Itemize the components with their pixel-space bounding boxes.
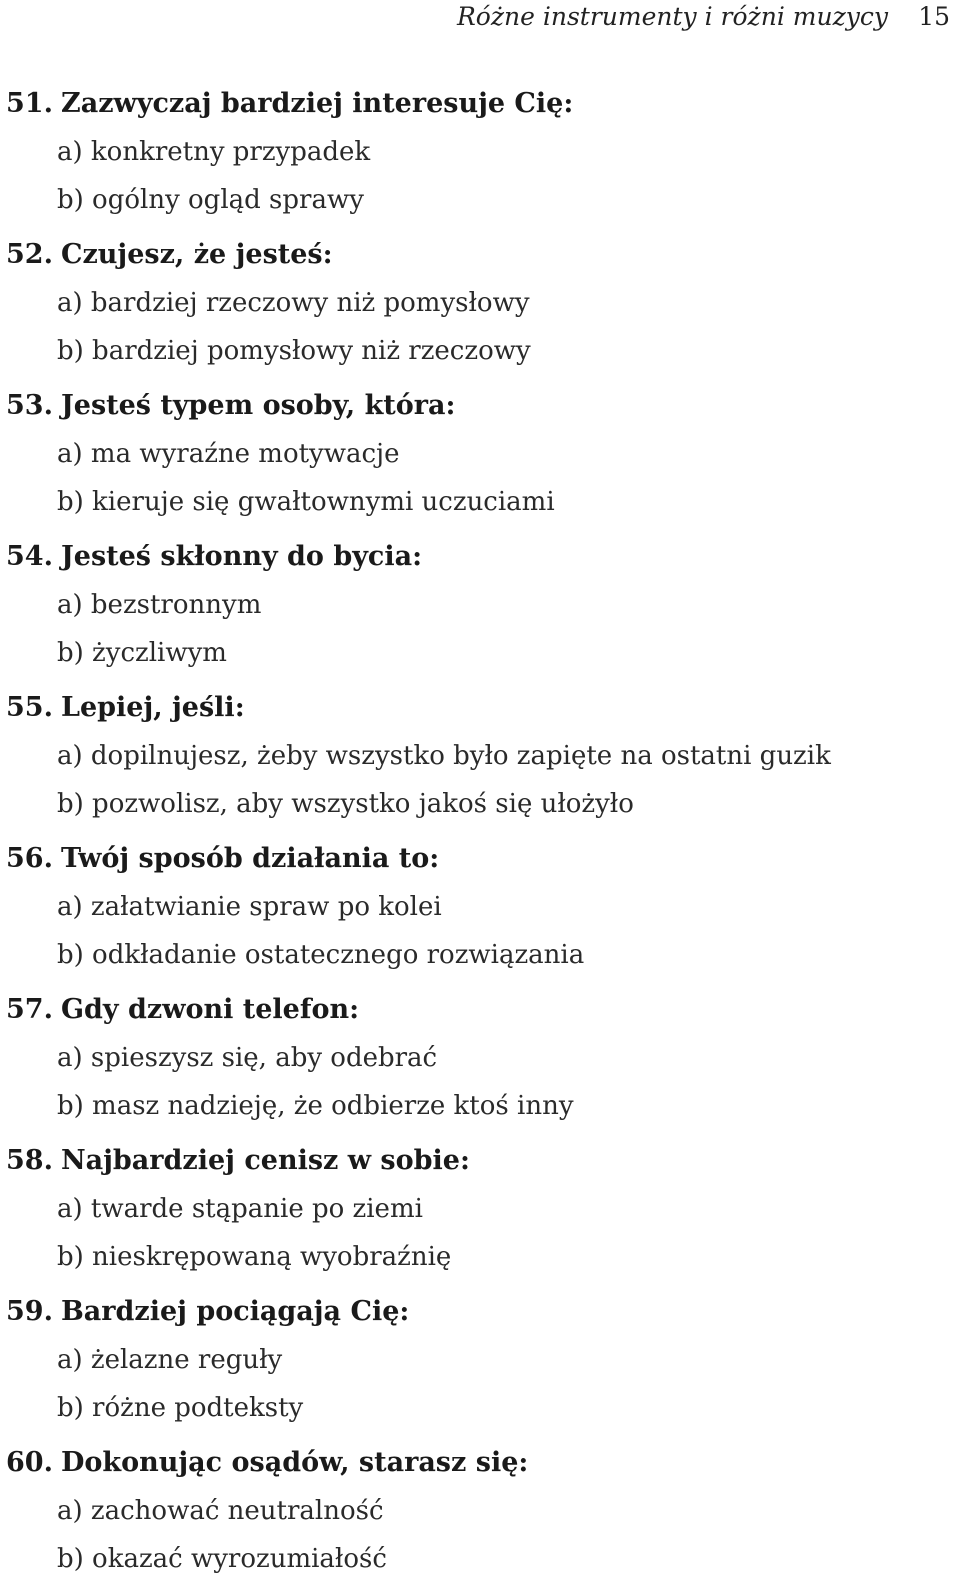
answer-a: a) dopilnujesz, żeby wszystko było zapięte na ostatni guzik	[57, 741, 831, 771]
question-heading	[0, 684, 960, 732]
answer-b: b) życzliwym	[57, 638, 227, 668]
answer-a: a) załatwianie spraw po kolei	[57, 892, 442, 922]
running-title: Różne instrumenty i różni muzycy	[456, 2, 888, 31]
question-56	[0, 835, 960, 986]
question-text: Dokonując osądów, starasz się:	[60, 1447, 529, 1478]
answer-b: b) okazać wyrozumiałość	[57, 1544, 387, 1574]
question-number: 54.	[6, 541, 53, 572]
question-text: Zazwyczaj bardziej interesuje Cię:	[60, 88, 574, 119]
question-57	[0, 986, 960, 1137]
question-heading	[0, 533, 960, 581]
question-58	[0, 1137, 960, 1288]
question-text: Najbardziej cenisz w sobie:	[60, 1145, 470, 1176]
question-number: 58.	[6, 1145, 53, 1176]
answer-b: b) ogólny ogląd sprawy	[57, 185, 364, 215]
question-number: 55.	[6, 692, 53, 723]
answer-a: a) żelazne reguły	[57, 1345, 283, 1375]
question-55	[0, 684, 960, 835]
question-number: 57.	[6, 994, 53, 1025]
question-text: Czujesz, że jesteś:	[60, 239, 333, 270]
answer-a: a) bezstronnym	[57, 590, 262, 620]
question-heading	[0, 1288, 960, 1336]
question-heading	[0, 1137, 960, 1185]
answer-a: a) ma wyraźne motywacje	[57, 439, 400, 469]
question-60	[0, 1439, 960, 1590]
question-heading	[0, 80, 960, 128]
question-59	[0, 1288, 960, 1439]
answer-b: b) nieskrępowaną wyobraźnię	[57, 1242, 452, 1272]
page-number: 15	[918, 2, 950, 31]
question-heading	[0, 1439, 960, 1487]
question-number: 59.	[6, 1296, 53, 1327]
question-53	[0, 382, 960, 533]
answer-b: b) masz nadzieję, że odbierze ktoś inny	[57, 1091, 574, 1121]
answer-a: a) konkretny przypadek	[57, 137, 371, 167]
answer-a: a) twarde stąpanie po ziemi	[57, 1194, 423, 1224]
question-number: 56.	[6, 843, 53, 874]
answer-a: a) spieszysz się, aby odebrać	[57, 1043, 438, 1073]
question-list	[0, 80, 960, 1590]
running-header	[0, 0, 960, 40]
answer-b: b) bardziej pomysłowy niż rzeczowy	[57, 336, 531, 366]
question-51	[0, 80, 960, 231]
question-text: Jesteś typem osoby, która:	[60, 390, 456, 421]
answer-a: a) zachować neutralność	[57, 1496, 384, 1526]
question-54	[0, 533, 960, 684]
question-text: Bardziej pociągają Cię:	[60, 1296, 410, 1327]
answer-b: b) kieruje się gwałtownymi uczuciami	[57, 487, 555, 517]
question-text: Gdy dzwoni telefon:	[60, 994, 360, 1025]
question-heading	[0, 835, 960, 883]
question-number: 51.	[6, 88, 53, 119]
question-number: 53.	[6, 390, 53, 421]
question-number: 60.	[6, 1447, 53, 1478]
question-52	[0, 231, 960, 382]
question-heading	[0, 382, 960, 430]
question-text: Twój sposób działania to:	[60, 843, 440, 874]
question-heading	[0, 986, 960, 1034]
answer-a: a) bardziej rzeczowy niż pomysłowy	[57, 288, 530, 318]
question-heading	[0, 231, 960, 279]
question-number: 52.	[6, 239, 53, 270]
question-text: Jesteś skłonny do bycia:	[60, 541, 423, 572]
question-text: Lepiej, jeśli:	[60, 692, 245, 723]
answer-b: b) różne podteksty	[57, 1393, 304, 1423]
answer-b: b) pozwolisz, aby wszystko jakoś się ułożyło	[57, 789, 634, 819]
answer-b: b) odkładanie ostatecznego rozwiązania	[57, 940, 585, 970]
